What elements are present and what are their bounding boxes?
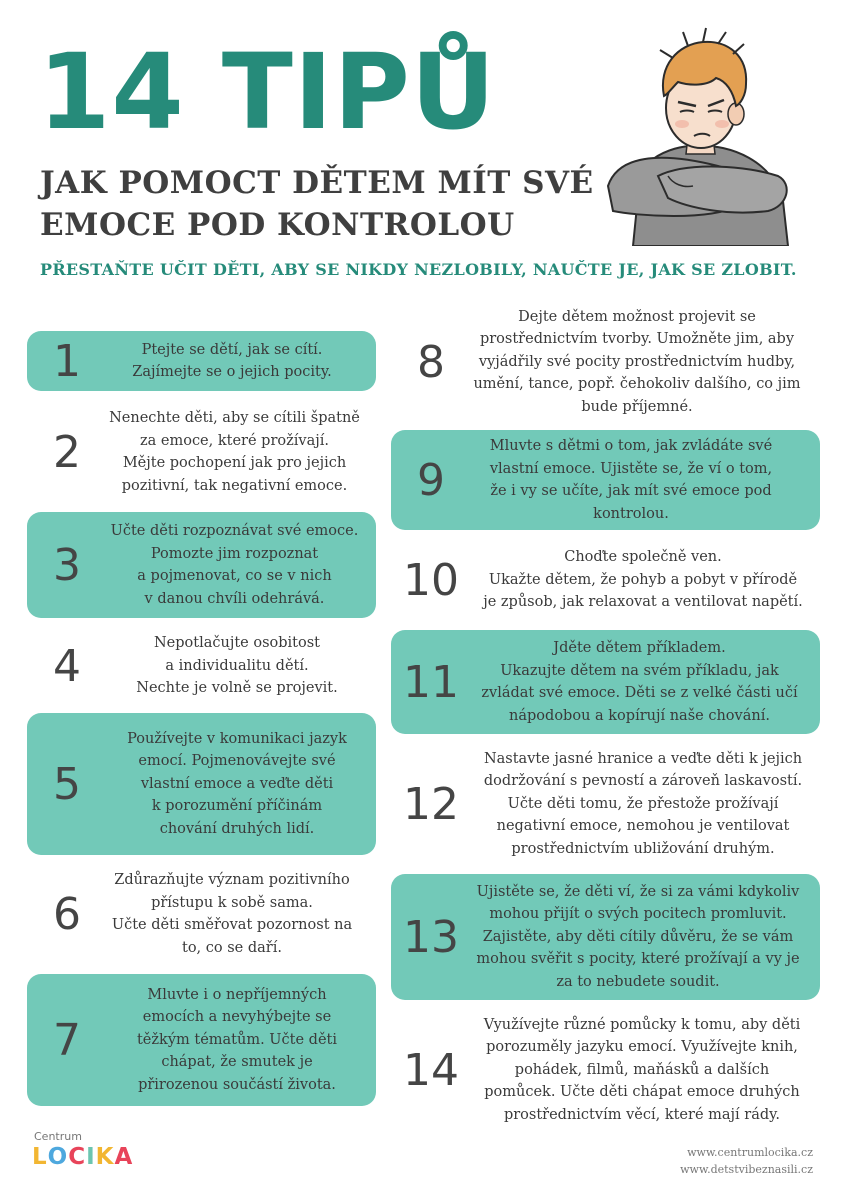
tip-text: Choďte společně ven. Ukažte dětem, že pohyb a pobyt v přírodě je způsob, jak relaxovat a ventilovat napětí. — [483, 549, 803, 611]
tip-5 — [27, 713, 376, 855]
logo-letter: K — [95, 1144, 114, 1170]
tip-text: Nepotlačujte osobitost a individualitu dětí. Nechte je volně se projevit. — [136, 635, 338, 697]
tip-text: Nenechte děti, aby se cítili špatně za emoce, které prožívají. Mějte pochopení jak pro jejich pozitivní, tak negativní emoce. — [109, 410, 360, 494]
tip-number: 14 — [403, 1044, 459, 1096]
tip-text: Mluvte i o nepříjemných emocích a nevyhýbejte se těžkým tématům. Učte děti chápat, že smutek je přirozenou součástí života. — [136, 986, 337, 1093]
tip-text: Ujistěte se, že děti ví, že si za vámi kdykoliv mohou přijít o svých pocitech promluvit. Zajistěte, aby děti cítily důvěru, že se vám mohou svěřit s pocity, které prožívají a vy je za to nebudete soudit. — [476, 883, 800, 990]
tip-11 — [391, 630, 820, 734]
tip-9 — [391, 430, 820, 530]
tip-number: 5 — [53, 758, 81, 810]
tip-text: Ptejte se dětí, jak se cítí. Zajímejte se o jejich pocity. — [132, 341, 332, 380]
footer-link-centrumlocika[interactable]: www.centrumlocika.cz — [687, 1146, 813, 1159]
tip-number: 11 — [403, 656, 459, 708]
tip-1 — [27, 331, 376, 391]
tip-text: Využívejte různé pomůcky k tomu, aby děti porozuměly jazyku emocí. Využívejte knih, pohádek, filmů, maňásků a dalších pomůcek. Učte děti chápat emoce druhých prostřednictvím věcí, které mají rády. — [483, 1016, 801, 1123]
main-title: 14 TIPŮ — [38, 31, 497, 153]
subtitle — [40, 162, 600, 246]
tip-text: Mluvte s dětmi o tom, jak zvládáte své vlastní emoce. Ujistěte se, že ví o tom, že i vy se učíte, jak mít své emoce pod kontrolou. — [489, 438, 773, 522]
tip-text: Dejte dětem možnost projevit se prostřednictvím tvorby. Umožněte jim, aby vyjádřily své pocity prostřednictvím hudby, umění, tance, popř. čehokoliv dalšího, co jim bude příjemné. — [473, 308, 801, 415]
tip-number: 8 — [417, 336, 445, 388]
subtitle-line-1: JAK POMOCT DĚTEM MÍT SVÉ — [40, 165, 594, 201]
tip-3 — [27, 512, 376, 618]
tip-13 — [391, 874, 820, 1000]
tip-number: 4 — [53, 640, 81, 692]
tagline: PŘESTAŇTE UČIT DĚTI, ABY SE NIKDY NEZLOBILY, NAUČTE JE, JAK SE ZLOBIT. — [40, 260, 797, 279]
tip-6 — [27, 866, 376, 962]
tip-number: 9 — [417, 454, 445, 506]
tip-number: 2 — [53, 426, 81, 478]
tip-text: Zdůrazňujte význam pozitivního přístupu k sobě sama. Učte děti směřovat pozornost na to, co se daří. — [111, 872, 353, 956]
logo-letter: L — [32, 1144, 47, 1170]
tip-8 — [391, 302, 820, 422]
centrum-locika-logo[interactable] — [32, 1130, 132, 1169]
tip-14 — [391, 1010, 820, 1130]
tip-4 — [27, 628, 376, 704]
footer-link-detstvibeznasili[interactable]: www.detstvibeznasili.cz — [680, 1163, 813, 1176]
tip-text: Jděte dětem příkladem. Ukazujte dětem na svém příkladu, jak zvládat své emoce. Děti se z velké části učí nápodobou a kopírují naše chování. — [481, 640, 798, 724]
tip-text: Učte děti rozpoznávat své emoce. Pomozte jim rozpoznat a pojmenovat, co se v nich v danou chvíli odehrává. — [110, 523, 359, 607]
tip-7 — [27, 974, 376, 1106]
logo-small-text: Centrum — [34, 1130, 82, 1143]
tip-2 — [27, 403, 376, 501]
tip-number: 6 — [53, 888, 81, 940]
tip-number: 13 — [403, 911, 459, 963]
tip-number: 10 — [403, 554, 459, 606]
tip-10 — [391, 540, 820, 620]
tip-text: Používejte v komunikaci jazyk emocí. Pojmenovávejte své vlastní emoce a veďte děti k porozumění příčinám chování druhých lidí. — [127, 730, 347, 837]
logo-letter: I — [86, 1144, 95, 1170]
logo-letter: O — [47, 1144, 68, 1170]
tip-number: 12 — [403, 778, 459, 830]
logo-mark — [32, 1145, 132, 1169]
tip-number: 1 — [53, 335, 81, 387]
subtitle-line-2: EMOCE POD KONTROLOU — [40, 207, 515, 243]
tip-number: 7 — [53, 1014, 81, 1066]
tip-text: Nastavte jasné hranice a veďte děti k jejich dodržování s pevností a zároveň laskavostí. Učte děti tomu, že přestože prožívají negativní emoce, nemohou je ventilovat prostřednictvím ubližování druhým. — [483, 750, 803, 857]
angry-boy-illustration — [598, 26, 798, 246]
footer-links — [680, 1144, 813, 1178]
logo-letter: A — [114, 1144, 133, 1170]
tip-number: 3 — [53, 539, 81, 591]
logo-letter: C — [68, 1144, 86, 1170]
tip-12 — [391, 744, 820, 864]
